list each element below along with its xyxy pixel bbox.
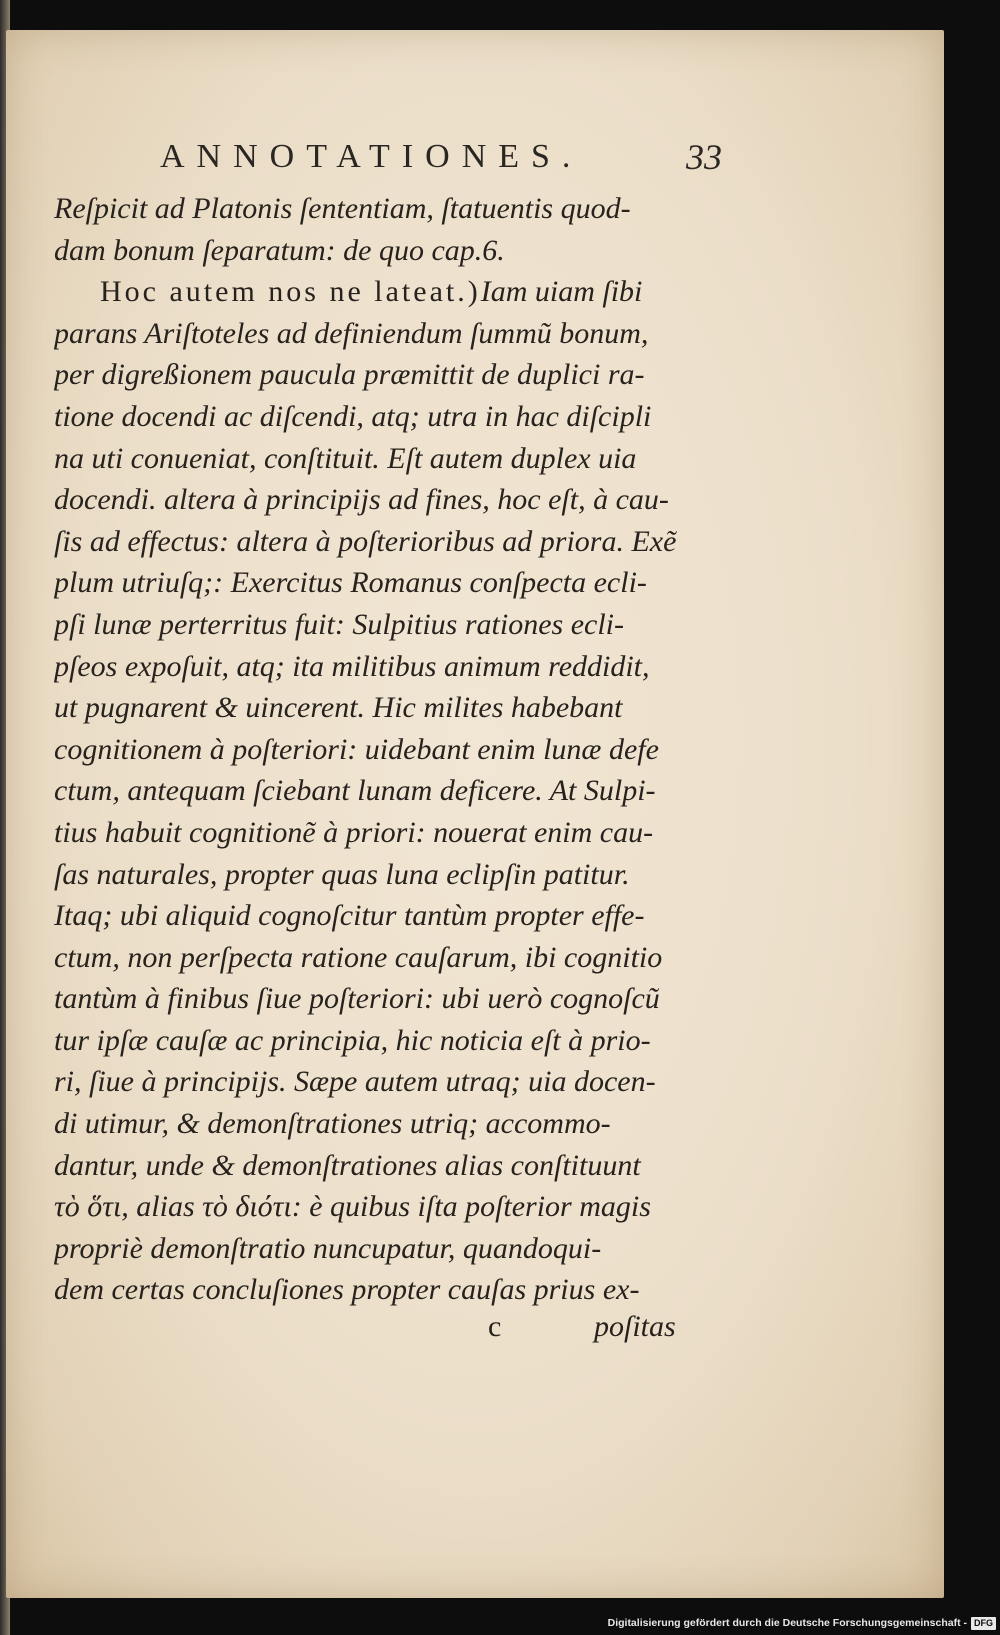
digitization-footer — [600, 1614, 996, 1632]
text-line: dam bonum ſeparatum: de quo cap.6. — [54, 233, 505, 267]
text-line: di utimur, & demonſtrationes utriq; accommo- — [54, 1107, 611, 1141]
text-block — [54, 188, 734, 1311]
lemma: Hoc autem nos ne lateat.) — [100, 275, 481, 309]
text-line: parans Ariſtoteles ad definiendum ſummũ bonum, — [54, 316, 649, 350]
catchword: poſitas — [594, 1310, 676, 1343]
text-line: pſeos expoſuit, atq; ita militibus animum reddidit, — [54, 649, 650, 683]
text-line: ctum, antequam ſciebant lunam deficere. At Sulpi- — [54, 774, 656, 808]
text-line: Reſpicit ad Platonis ſententiam, ſtatuentis quod- — [54, 192, 631, 225]
text-line: docendi. altera à principijs ad fines, hoc eſt, à cau- — [54, 483, 669, 517]
text-line: tantùm à finibus ſiue poſteriori: ubi uerò cognoſcũ — [54, 982, 660, 1016]
text-line: ſas naturales, propter quas luna eclipſin patitur. — [54, 857, 630, 891]
text-line: cognitionem à poſteriori: uidebant enim lunæ defe — [54, 732, 659, 766]
text-line: pſi lunæ perterritus fuit: Sulpitius rationes ecli- — [54, 607, 624, 641]
text-line: dem certas concluſiones propter cauſas prius ex- — [54, 1273, 640, 1307]
text-line: tione docendi ac diſcendi, atq; utra in hac diſcipli — [54, 399, 652, 433]
lemma-line — [54, 271, 734, 313]
text-line: dantur, unde & demonſtrationes alias conſtituunt — [54, 1148, 641, 1182]
signature-mark: c — [488, 1310, 502, 1343]
text-line: ut pugnarent & uincerent. Hic milites habebant — [54, 691, 623, 725]
text-line: propriè demonſtratio nuncupatur, quandoqui- — [54, 1231, 602, 1265]
text-line: Itaq; ubi aliquid cognoſcitur tantùm propter effe- — [54, 899, 645, 933]
text-line: tius habuit cognitionẽ à priori: nouerat enim cau- — [54, 815, 654, 849]
text-line: ctum, non perſpecta ratione cauſarum, ibi cognitio — [54, 940, 663, 974]
page-number: 33 — [686, 137, 722, 177]
catch-row — [54, 1310, 734, 1354]
text-line: ſis ad effectus: altera à poſterioribus ad priora. Exẽ — [54, 524, 677, 558]
text-line: tur ipſæ cauſæ ac principia, hic noticia eſt à prio- — [54, 1023, 651, 1057]
funding-credit: Digitalisierung gefördert durch die Deutsche Forschungsgemeinschaft - — [607, 1617, 967, 1629]
text-line: ri, ſiue à principijs. Sæpe autem utraq; uia docen- — [54, 1065, 656, 1099]
text-line: Iam uiam ſibi — [480, 275, 643, 309]
dfg-logo: DFG — [971, 1617, 996, 1630]
running-head: ANNOTATIONES. — [160, 138, 583, 175]
text-line: na uti conueniat, conſtituit. Eſt autem duplex uia — [54, 441, 637, 475]
text-line: plum utriuſq;: Exercitus Romanus conſpecta ecli- — [54, 566, 647, 600]
text-line: τὸ ὅτι, alias τὸ διότι: è quibus iſta poſterior magis — [54, 1190, 651, 1224]
text-line: per digreßionem paucula præmittit de duplici ra- — [54, 358, 645, 392]
